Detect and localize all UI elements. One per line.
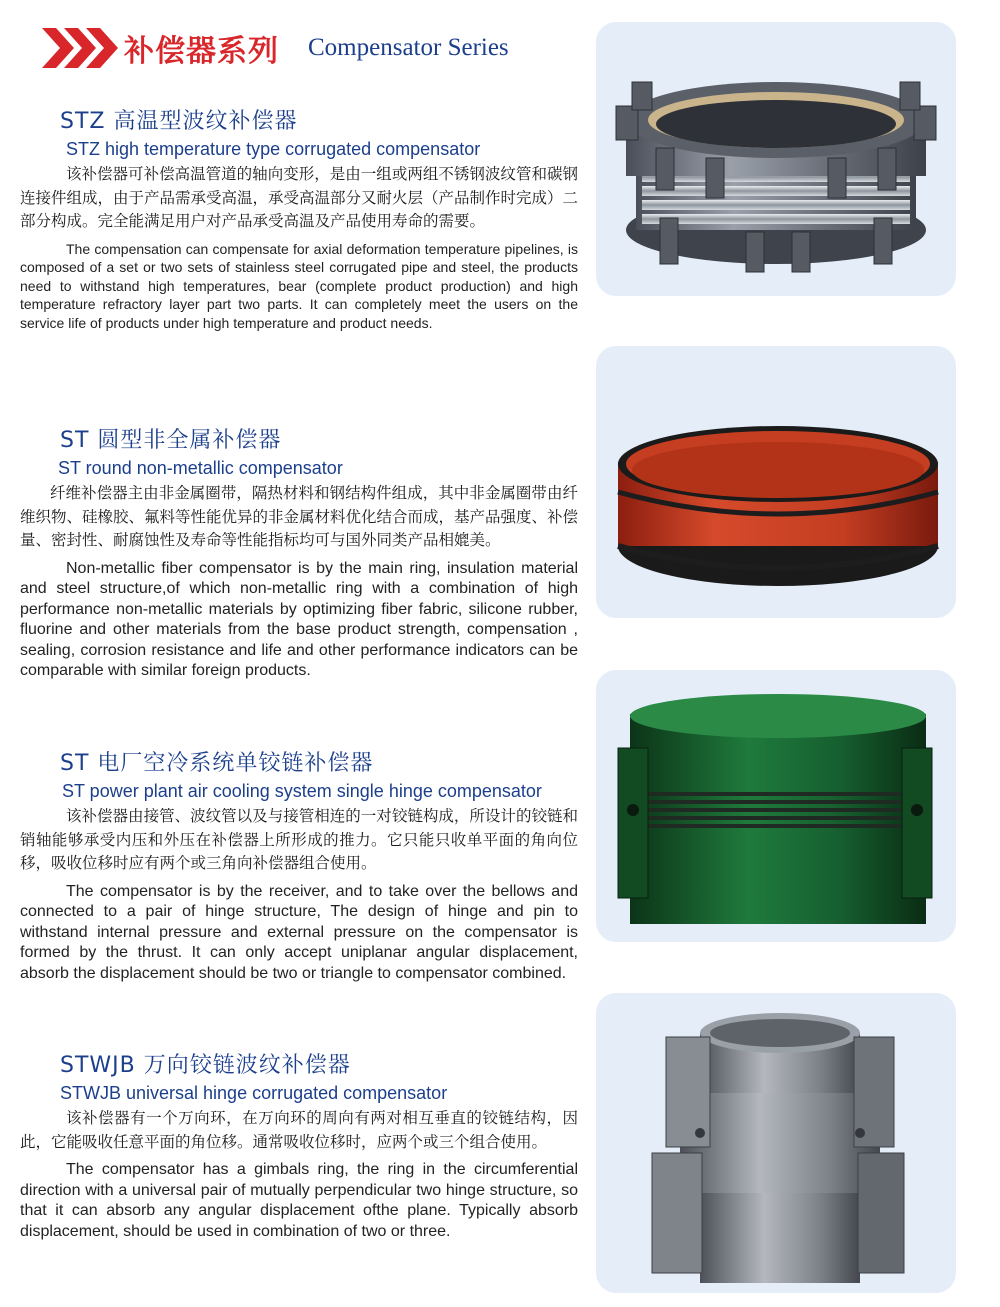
section-title-en: ST power plant air cooling system single hinge compensator bbox=[62, 781, 542, 801]
section-description-en: The compensation can compensate for axial deformation temperature pipelines, is composed of a set or two sets of stainless steel corrugated pipe and steel, the products need to withstand high temperatures, bear (complete product production) and high temperature refractory layer part two parts. It can completely meet the users on the service life of products under high temperature and product needs. bbox=[20, 240, 578, 331]
section-st-hinge bbox=[20, 746, 578, 984]
section-st-round bbox=[20, 423, 578, 682]
round-compensator-icon bbox=[596, 346, 956, 618]
section-description-cn: 纤维补偿器主由非金属圈带，隔热材料和钢结构件组成，其中非金属圈带由纤维织物、硅橡胶、氟料等性能优异的非金属材料优化结合而成，基产品强度、补偿量、密封性、耐腐蚀性及寿命等性能指标均可与国外同类产品相媲美。 bbox=[20, 484, 579, 549]
stz-compensator-photo bbox=[596, 22, 956, 296]
section-description-en: The compensator is by the receiver, and to take over the bellows and connected to a pair of hinge structure, The design of hinge and pin to withstand internal pressure and external pressure on the compensator is formed by the thrust. It can only accept uniplanar angular displacement, absorb the displacement should be two or triangle to compensator combined. bbox=[20, 882, 578, 982]
section-description-en: Non-metallic fiber compensator is by the main ring, insulation material and steel structure,of which non-metallic ring with a combination of high performance non-metallic materials by optimizing fiber fabric, silicone rubber, fluorine and other materials from the base product strength, compensation , sealing, corrosion resistance and life and other performance indicators can be comparable with similar foreign products. bbox=[20, 559, 578, 679]
section-description-en: The compensator has a gimbals ring, the ring in the circumferential direction with a universal pair of mutually perpendicular two hinge structure, so that it can absorb any angular displacement ofthe plane. Typically absorb displacement, should be used in combination of two or three. bbox=[20, 1161, 578, 1240]
single-hinge-compensator-icon bbox=[596, 670, 956, 942]
section-description-cn: 该补偿器有一个万向环，在万向环的周向有两对相互垂直的铰链结构，因此，它能吸收任意平面的角位移。通常吸收位移时，应两个或三个组合使用。 bbox=[20, 1109, 578, 1151]
section-description-cn: 该补偿器可补偿高温管道的轴向变形，是由一组或两组不锈钢波纹管和碳钢连接件组成，由于产品需承受高温，承受高温部分又耐火层（产品制作时完成）二部分构成。完全能满足用户对产品承受高温及产品使用寿命的需要。 bbox=[20, 165, 579, 230]
page-title-en: Compensator Series bbox=[308, 34, 509, 61]
universal-hinge-compensator-photo bbox=[596, 993, 956, 1293]
section-title-en: STZ high temperature type corrugated compensator bbox=[66, 139, 481, 159]
page-title-cn: 补偿器系列 bbox=[124, 34, 279, 69]
section-title-cn: STWJB 万向铰链波纹补偿器 bbox=[60, 1053, 351, 1078]
section-title-en: STWJB universal hinge corrugated compensator bbox=[60, 1083, 448, 1103]
single-hinge-compensator-photo bbox=[596, 670, 956, 942]
round-nonmetallic-compensator-photo bbox=[596, 346, 956, 618]
universal-hinge-compensator-icon bbox=[596, 993, 956, 1293]
chevron-arrows-icon bbox=[40, 24, 118, 72]
section-title-cn: ST 电厂空冷系统单铰链补偿器 bbox=[60, 751, 374, 776]
section-stz bbox=[20, 104, 578, 332]
page-header bbox=[40, 22, 580, 74]
stz-compensator-icon bbox=[596, 22, 956, 296]
section-title-en: ST round non-metallic compensator bbox=[58, 458, 343, 478]
section-title-cn: ST 圆型非全属补偿器 bbox=[60, 428, 282, 453]
section-stwjb bbox=[20, 1048, 578, 1242]
section-title-cn: STZ 高温型波纹补偿器 bbox=[60, 109, 298, 134]
section-description-cn: 该补偿器由接管、波纹管以及与接管相连的一对铰链构成，所设计的铰链和销轴能够承受内压和外压在补偿器上所形成的推力。它只能只收单平面的角向位移，吸收位移时应有两个或三角向补偿器组合使用。 bbox=[20, 807, 578, 872]
